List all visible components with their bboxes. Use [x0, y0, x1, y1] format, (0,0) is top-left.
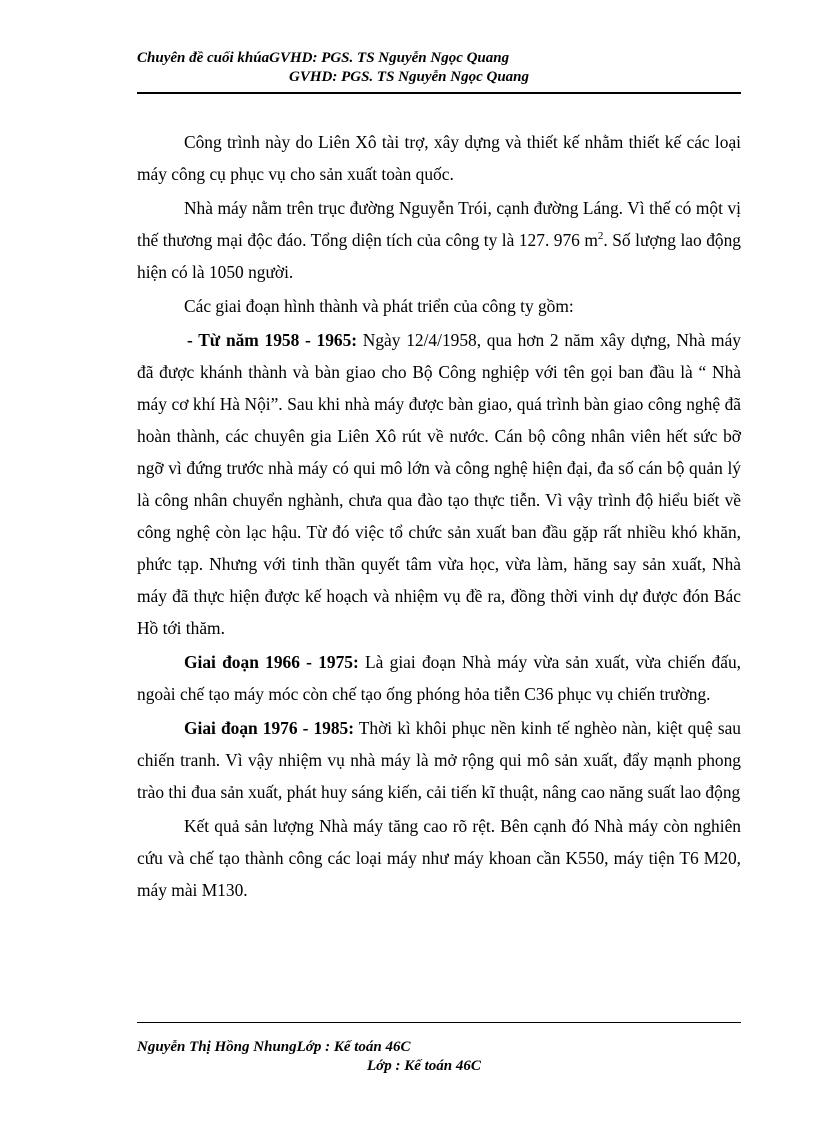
paragraph-intro: Công trình này do Liên Xô tài trợ, xây dựng và thiết kế nhằm thiết kế các loại máy công cụ phục vụ cho sản xuất toàn quốc.: [137, 132, 741, 184]
stage-heading-1966: Giai đoạn 1966 - 1975:: [184, 652, 359, 672]
location-text: Nhà máy nằm trên trục đường Nguyễn Trói, cạnh đường Láng. Vì thế có một vị thế thương mại độc đáo. Tổng diện tích của công ty là 127. 976 m: [137, 198, 741, 250]
header-line-1: Chuyên đề cuối khúaGVHD: PGS. TS Nguyễn Ngọc Quang: [137, 50, 510, 66]
stage-text-1966: Là giai đoạn Nhà máy vừa sản xuất, vừa chiến đấu, ngoài chế tạo máy móc còn chế tạo ống phóng hỏa tiễn C36 phục vụ chiến trường.: [137, 652, 742, 704]
stage-text-1958: Ngày 12/4/1958, qua hơn 2 năm xây dựng, Nhà máy đã được khánh thành và bàn giao cho Bộ Công nghiệp với tên gọi ban đầu là “ Nhà máy cơ khí Hà Nội”. Sau khi nhà máy được bàn giao, quá trình bàn giao công nghệ đã hoàn thành, các chuyên gia Liên Xô rút về nước. Cán bộ công nhân viên hết sức bỡ ngỡ vì đứng trước nhà máy có qui mô lớn và công nghệ hiện đại, đa số cán bộ quản lý là công nhân chuyển nghành, chưa qua đào tạo thực tiễn. Vì vậy trình độ hiểu biết về công nghệ còn lạc hậu. Từ đó việc tổ chức sản xuất ban đầu gặp rất nhiều khó khăn, phức tạp. Nhưng với tinh thần quyết tâm vừa học, vừa làm, hăng say sản xuất, Nhà máy đã thực hiện được kế hoạch và nhiệm vụ đề ra, đồng thời vinh dự được đón Bác Hồ tới thăm.: [137, 330, 741, 638]
stage-heading-1958: - Từ năm 1958 - 1965:: [187, 330, 358, 350]
superscript-2: 2: [597, 230, 604, 243]
paragraph-stages-intro: Các giai đoạn hình thành và phát triển của công ty gồm:: [184, 296, 574, 316]
paragraph-1976-1985: [137, 712, 741, 808]
paragraph-1958-1965: [137, 324, 741, 644]
page-header: [137, 49, 741, 87]
page-footer: [137, 1038, 741, 1076]
header-rule: [137, 92, 741, 94]
footer-rule: [137, 1022, 741, 1023]
location-text-tail: . Số lượng lao động hiện có là 1050 người.: [137, 230, 741, 282]
paragraph-results: Kết quả sản lượng Nhà máy tăng cao rõ rệt. Bên cạnh đó Nhà máy còn nghiên cứu và chế tạo thành công các loại máy như máy khoan cần K550, máy tiện T6 M20, máy mài M130.: [137, 816, 741, 900]
paragraph-1966-1975: [137, 646, 741, 710]
header-line-2: GVHD: PGS. TS Nguyễn Ngọc Quang: [289, 69, 530, 85]
footer-line-1: Nguyễn Thị Hồng NhungLớp : Kế toán 46C: [137, 1039, 411, 1055]
document-body: [137, 126, 741, 908]
paragraph-location: [137, 192, 741, 288]
stage-heading-1976: Giai đoạn 1976 - 1985:: [184, 718, 355, 738]
footer-line-2: Lớp : Kế toán 46C: [367, 1058, 481, 1074]
stage-text-1976: Thời kì khôi phục nền kinh tế nghèo nàn, kiệt quệ sau chiến tranh. Vì vậy nhiệm vụ nhà máy là mở rộng qui mô sản xuất, đẩy mạnh phong trào thi đua sản xuất, phát huy sáng kiến, cải tiến kĩ thuật, nâng cao năng suất lao động: [137, 718, 742, 802]
